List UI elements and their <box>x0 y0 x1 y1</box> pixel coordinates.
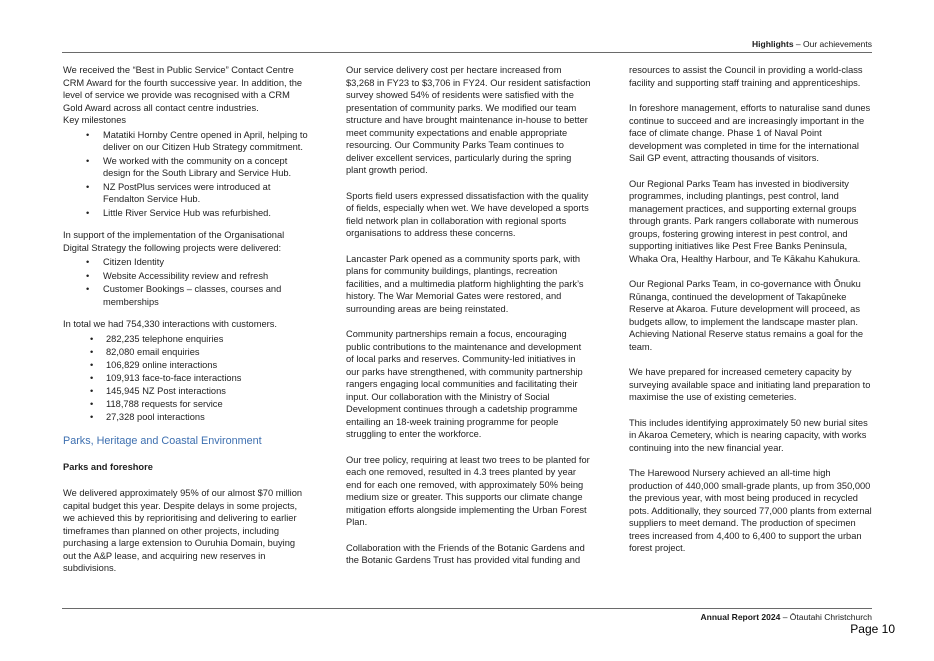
paragraph: Lancaster Park opened as a community sports park, with plans for community buildings, plantings, recreation facilities, and a multimedia platform highlighting the park’s history. The War Memorial Gates were restored, and surrounding areas are being reinstated. <box>346 253 584 314</box>
page-number: Page 10 <box>850 622 895 636</box>
list-item: • Customer Bookings – classes, courses and memberships <box>103 283 308 308</box>
interactions-list <box>63 333 308 424</box>
column-2 <box>346 64 591 580</box>
footer-report-title: Annual Report 2024 <box>700 612 781 622</box>
footer-divider <box>62 608 872 609</box>
key-milestones-label: Key milestones <box>63 115 127 125</box>
paragraph: Our service delivery cost per hectare increased from $3,268 in FY23 to $3,706 in FY24. Our resident satisfaction survey showed 54% of residents were satisfied with the presentation of community parks. We modified our team structure and have brought maintenance in-house to better meet community expectations and enable appropriate resourcing. Our Community Parks Team continues to deliver excellent services, particularly during the spring plant growth period. <box>346 65 591 175</box>
list-item: • Matatiki Hornby Centre opened in April, helping to deliver on our Citizen Hub Strategy commitment. <box>103 129 308 154</box>
digital-strategy-paragraph: In support of the implementation of the Organisational Digital Strategy the following projects were delivered: <box>63 230 285 253</box>
header-divider <box>62 52 872 53</box>
paragraph: Sports field users expressed dissatisfaction with the quality of fields, especially when wet. We have developed a sports field network plan in collaboration with regional sports organisations to address these concerns. <box>346 190 589 238</box>
list-item: • Website Accessibility review and refresh <box>103 270 308 283</box>
footer-report-subtitle: – Ōtautahi Christchurch <box>780 612 872 622</box>
interactions-total-paragraph: In total we had 754,330 interactions with customers. <box>63 319 277 329</box>
paragraph: This includes identifying approximately 50 new burial sites in Akaroa Cemetery, which is nearing capacity, with works continuing into the new financial year. <box>629 417 868 453</box>
list-item: • 145,945 NZ Post interactions <box>106 385 308 398</box>
running-header <box>752 39 872 49</box>
paragraph: Our Regional Parks Team, in co-governance with Ōnuku Rūnanga, continued the development of Takapūneke Reserve at Akaroa. Future development will proceed, as budgets allow, to implement the landscape master plan. Achieving National Reserve status remains a goal for the team. <box>629 279 864 352</box>
list-item: • NZ PostPlus services were introduced at Fendalton Service Hub. <box>103 181 308 206</box>
paragraph: In foreshore management, efforts to naturalise sand dunes continue to succeed and are increasingly important in the face of climate change. Phase 1 of Naval Point development was completed in time for the international Sail GP event, attracting thousands of visitors. <box>629 103 871 163</box>
header-subtitle: – Our achievements <box>793 39 872 49</box>
crm-award-paragraph: We received the “Best in Public Service” Contact Centre CRM Award for the fourth successive year. In addition, the level of service we provide was recognised with a CRM Gold Award across all contact centre industries. <box>63 65 303 113</box>
paragraph: We have prepared for increased cemetery capacity by surveying available space and initiating land preparation to maximise the use of existing cemeteries. <box>629 367 871 402</box>
list-item: • 282,235 telephone enquiries <box>106 333 308 346</box>
section-heading: Parks, Heritage and Coastal Environment <box>63 435 262 447</box>
paragraph: Our Regional Parks Team has invested in biodiversity programmes, including plantings, pest control, land management practices, and supporting external groups through grants. Park rangers collaborate with numerous groups, fostering growing interest in pest control, and supporting initiatives like Pest Free Banks Peninsula, Whaka Ora, Healthy Harbour, and Te Kākahu Kahukura. <box>629 178 861 264</box>
paragraph: Our tree policy, requiring at least two trees to be planted for each one removed, resulted in 4.3 trees planted by year end for each one removed, with approximately 50% being medium size or greater. This supports our climate change mitigation efforts alongside implementing the Urban Forest Plan. <box>346 454 590 527</box>
column-3 <box>629 64 874 568</box>
list-item: • Little River Service Hub was refurbished. <box>103 207 308 220</box>
list-item: • 118,788 requests for service <box>106 398 308 411</box>
list-item: • 82,080 email enquiries <box>106 346 308 359</box>
column-1 <box>63 64 308 588</box>
list-item: • Citizen Identity <box>103 256 308 269</box>
list-item: • 109,913 face-to-face interactions <box>106 372 308 385</box>
paragraph: Community partnerships remain a focus, encouraging public contributions to the maintenance and development of local parks and reserves. Community-led initiatives in our parks have strengthened, with community partnership rangers engaging local communities and facilitating their input. Our collaboration with the Ministry of Social Development continues through a cadetship programme entailing an 18-week training programme for people struggling to enter the workforce. <box>346 329 583 439</box>
paragraph: Collaboration with the Friends of the Botanic Gardens and the Botanic Gardens Trust has provided vital funding and <box>346 542 585 565</box>
capital-budget-paragraph: We delivered approximately 95% of our almost $70 million capital budget this year. Despite delays in some projects, we achieved this by reprioritising and delivering to earlier timeframes than planned on other projects, including purchasing a large extension to Ouruhia Domain, buying out the A&P lease, and acquiring new reserves in subdivisions. <box>63 488 303 573</box>
header-section-title: Highlights <box>752 39 794 49</box>
running-footer <box>701 612 872 622</box>
list-item: • We worked with the community on a concept design for the South Library and Service Hub. <box>103 155 308 180</box>
list-item: • 106,829 online interactions <box>106 359 308 372</box>
subheading: Parks and foreshore <box>63 461 153 472</box>
milestones-list <box>63 129 308 220</box>
list-item: • 27,328 pool interactions <box>106 411 308 424</box>
projects-list <box>63 256 308 308</box>
paragraph: The Harewood Nursery achieved an all-time high production of 440,000 small-grade plants, up from 350,000 the previous year, with most being produced in recycled pots. Additionally, they sourced 77,000 plants from external suppliers to meet demand. The production of specimen trees increased from 4,400 to 6,400 to support the urban forest project. <box>629 468 872 553</box>
paragraph: resources to assist the Council in providing a world-class facility and supporting staff training and apprenticeships. <box>629 65 863 88</box>
